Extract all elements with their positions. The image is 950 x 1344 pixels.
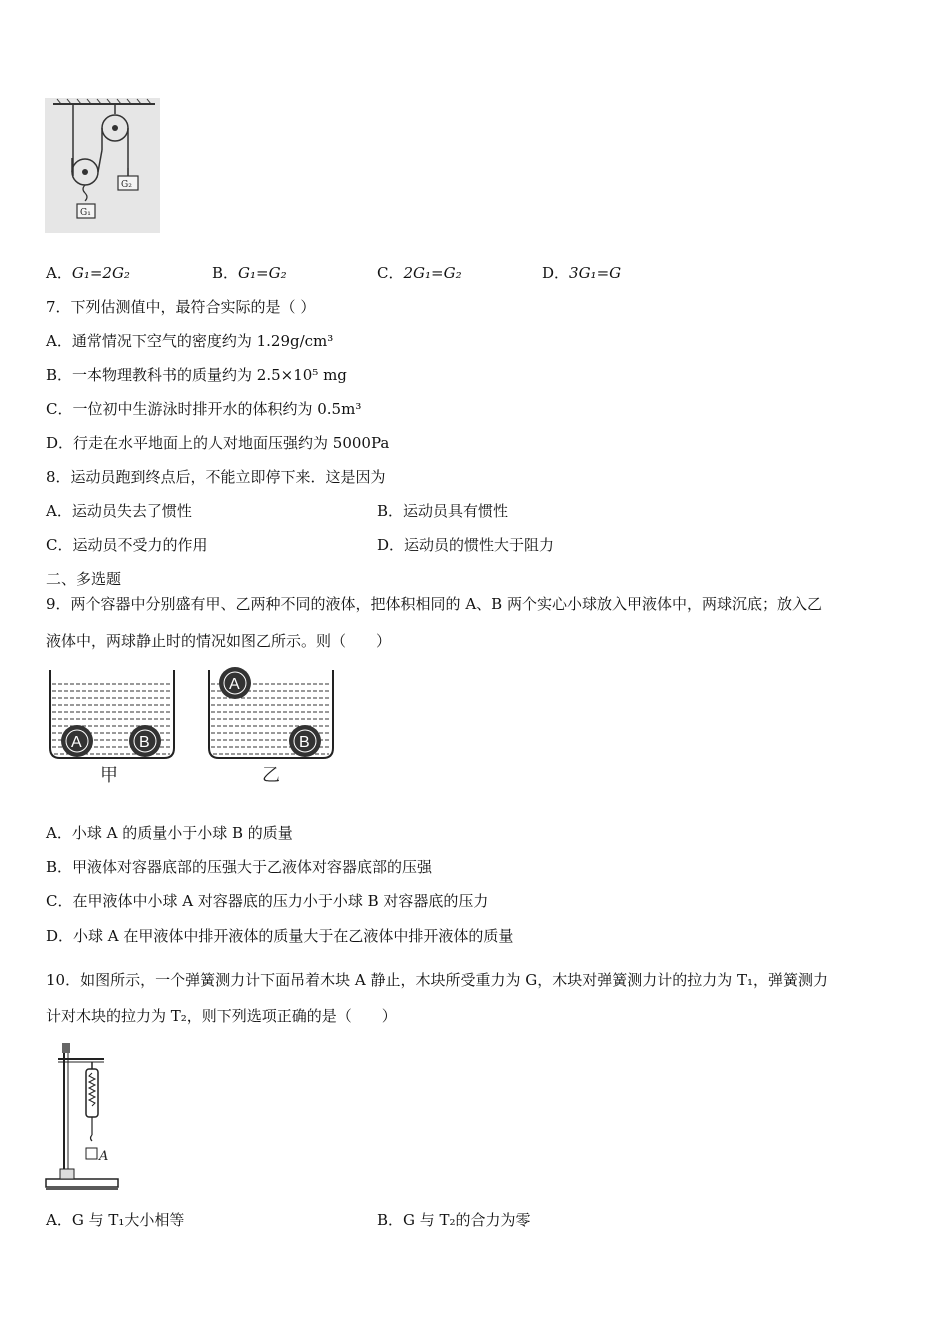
g2-label: G₂ (121, 180, 132, 190)
q8-option-b: B．运动员具有惯性 (377, 502, 509, 520)
q9-stem-line1: 9．两个容器中分别盛有甲、乙两种不同的液体，把体积相同的 A、B 两个实心小球放入甲液体中，两球沉底；放入乙 (46, 595, 822, 613)
containers-figure (46, 664, 341, 786)
ball-a-label: A (71, 734, 82, 751)
q7-option-d: D．行走在水平地面上的人对地面压强约为 5000Pa (46, 434, 390, 452)
q9-option-c: C．在甲液体中小球 A 对容器底的压力小于小球 B 对容器底的压力 (46, 892, 489, 910)
label-jia: 甲 (100, 765, 118, 786)
q6-option-c (377, 262, 462, 283)
q10-option-a: A．G 与 T₁大小相等 (46, 1211, 185, 1229)
q8-stem: 8．运动员跑到终点后，不能立即停下来．这是因为 (46, 468, 386, 486)
option-letter: A． (46, 264, 72, 282)
g1-label: G₁ (80, 208, 91, 218)
q9-option-a: A．小球 A 的质量小于小球 B 的质量 (46, 824, 293, 842)
option-text: 2G₁=G₂ (403, 264, 462, 282)
section-title: 二、多选题 (46, 570, 122, 588)
option-letter: C． (377, 264, 404, 282)
container-jia (50, 670, 174, 786)
q9-option-b: B．甲液体对容器底部的压强大于乙液体对容器底部的压强 (46, 858, 433, 876)
q8-option-c: C．运动员不受力的作用 (46, 536, 208, 554)
option-text: 3G₁=G (569, 264, 622, 282)
q8-option-d: D．运动员的惯性大于阻力 (377, 536, 555, 554)
option-text: G₁=2G₂ (71, 264, 130, 282)
container-yi (209, 667, 333, 786)
option-letter: B． (212, 264, 239, 282)
q9-option-d: D．小球 A 在甲液体中排开液体的质量大于在乙液体中排开液体的质量 (46, 927, 514, 945)
q8-option-a: A．运动员失去了惯性 (46, 502, 192, 520)
spring-scale-figure (44, 1043, 124, 1193)
q6-option-d (542, 262, 621, 283)
q6-option-b (212, 262, 287, 283)
q10-stem-line2: 计对木块的拉力为 T₂，则下列选项正确的是（ ） (46, 1007, 397, 1025)
q9-stem-line2: 液体中，两球静止时的情况如图乙所示。则（ ） (46, 632, 392, 650)
q10-stem-line1: 10．如图所示，一个弹簧测力计下面吊着木块 A 静止，木块所受重力为 G，木块对弹簧测力计的拉力为 T₁，弹簧测力 (46, 971, 828, 989)
ball-b-label: B (299, 734, 310, 751)
q7-option-a: A．通常情况下空气的密度约为 1.29g/cm³ (46, 332, 334, 350)
q10-option-b: B．G 与 T₂的合力为零 (377, 1211, 531, 1229)
block-a-label: A (99, 1149, 109, 1164)
q7-option-b: B．一本物理教科书的质量约为 2.5×10⁵ mg (46, 366, 347, 384)
option-letter: D． (542, 264, 570, 282)
ball-a-label: A (229, 676, 240, 693)
option-text: G₁=G₂ (238, 264, 287, 282)
ball-b-label: B (139, 734, 150, 751)
q7-stem: 7．下列估测值中，最符合实际的是（ ） (46, 298, 316, 316)
label-yi: 乙 (262, 765, 280, 786)
q6-option-a (46, 262, 130, 283)
pulley-figure (45, 98, 160, 233)
q7-option-c: C．一位初中生游泳时排开水的体积约为 0.5m³ (46, 400, 362, 418)
